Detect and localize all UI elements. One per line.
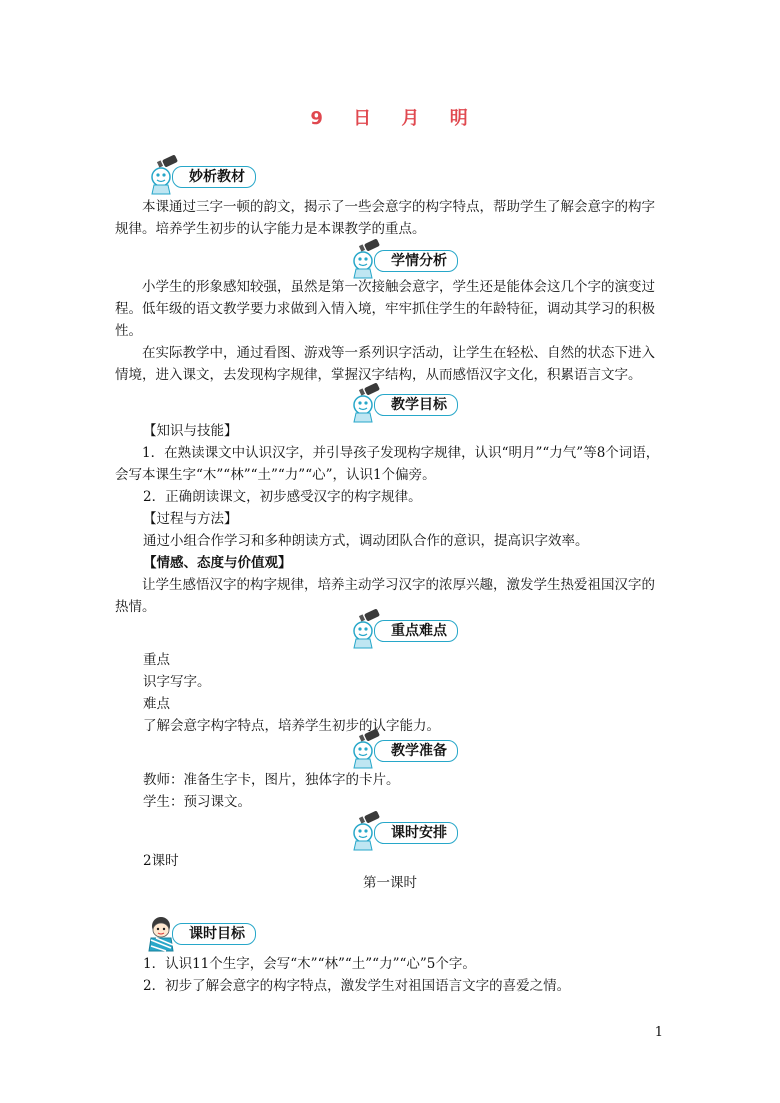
page-number: 1 (654, 1025, 663, 1040)
section-label: 课时安排 (374, 822, 458, 844)
paragraph: 2．正确朗读课文，初步感受汉字的构字规律。 (143, 489, 422, 505)
mascot-icon (348, 729, 382, 769)
subheading: 【过程与方法】 (143, 511, 238, 527)
page-title (0, 104, 780, 130)
paragraph: 本课通过三字一顿的韵文，揭示了一些会意字的构字特点，帮助学生了解会意字的构字规律。培养学生初步的认字能力是本课教学的重点。 (115, 199, 655, 237)
paragraph: 学生：预习课文。 (143, 794, 251, 810)
lesson-heading: 第一课时 (363, 875, 417, 891)
mascot-icon (348, 609, 382, 649)
paragraph: 小学生的形象感知较强，虽然是第一次接触会意字，学生还是能体会这几个字的演变过程。低年级的语文教学要力求做到入情入境，牢牢抓住学生的年龄特征，调动其学习的积极性。 (115, 279, 655, 339)
section-label: 教学目标 (374, 394, 458, 416)
paragraph: 在实际教学中，通过看图、游戏等一系列识字活动，让学生在轻松、自然的状态下进入情境，进入课文，去发现构字规律，掌握汉字结构，从而感悟汉字文化，积累语言文字。 (115, 345, 655, 383)
mascot-icon (348, 239, 382, 279)
title-char-2: 月 (401, 108, 422, 129)
paragraph: 让学生感悟汉字的构字规律，培养主动学习汉字的浓厚兴趣，激发学生热爱祖国汉字的热情。 (115, 577, 655, 615)
title-char-3: 明 (449, 108, 470, 129)
mascot-icon (146, 155, 180, 195)
paragraph: 1．认识11个生字，会写“木”“林”“土”“力”“心”5个字。 (143, 956, 476, 972)
boy-icon (146, 912, 180, 952)
mascot-icon (348, 383, 382, 423)
title-number: 9 (310, 108, 325, 129)
paragraph: 了解会意字构字特点，培养学生初步的认字能力。 (143, 718, 440, 734)
paragraph: 教师：准备生字卡，图片，独体字的卡片。 (143, 772, 400, 788)
mascot-icon (348, 811, 382, 851)
paragraph: 1．在熟读课文中认识汉字，并引导孩子发现构字规律，认识“明月”“力气”等8个词语，会写本课生字“木”“林”“土”“力”“心”，认识1个偏旁。 (115, 445, 660, 483)
title-char-1: 日 (353, 108, 374, 129)
paragraph: 2．初步了解会意字的构字特点，激发学生对祖国语言文字的喜爱之情。 (143, 978, 571, 994)
section-label: 学情分析 (374, 250, 458, 272)
section-label: 教学准备 (374, 740, 458, 762)
section-label: 课时目标 (172, 923, 256, 945)
section-label: 重点难点 (374, 620, 458, 642)
section-label: 妙析教材 (172, 166, 256, 188)
paragraph: 重点 (143, 652, 170, 668)
paragraph: 2课时 (143, 853, 179, 869)
paragraph: 通过小组合作学习和多种朗读方式，调动团队合作的意识，提高识字效率。 (143, 533, 589, 549)
subheading: 【知识与技能】 (143, 423, 238, 439)
subheading: 【情感、态度与价值观】 (143, 555, 292, 571)
paragraph: 识字写字。 (143, 674, 211, 690)
paragraph: 难点 (143, 696, 170, 712)
